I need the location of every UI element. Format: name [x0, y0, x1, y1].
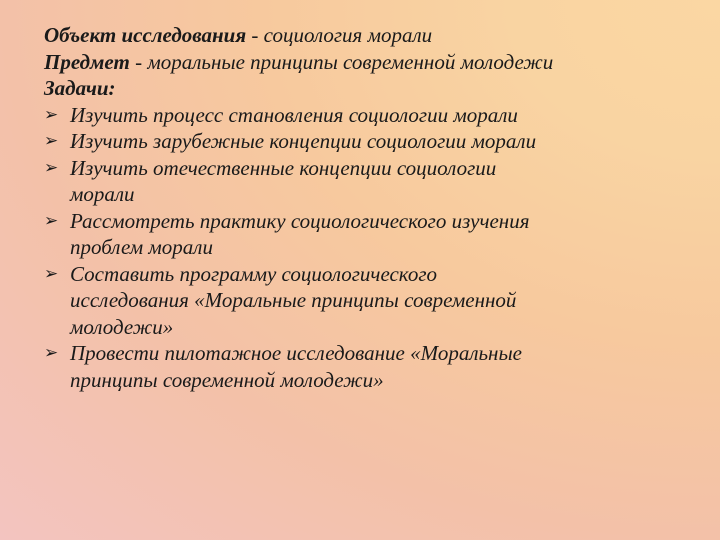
arrow-bullet-icon: ➢	[44, 343, 59, 363]
arrow-bullet-icon: ➢	[44, 104, 59, 125]
task-item	[44, 208, 704, 261]
task-item	[44, 340, 704, 393]
tasks-heading	[44, 75, 704, 102]
task-item	[44, 128, 704, 155]
arrow-bullet-icon: ➢	[44, 131, 59, 151]
task-item	[44, 261, 704, 341]
research-subject-value: моральные принципы современной молодежи	[147, 49, 554, 74]
task-text: Изучить процесс становления социологии морали	[70, 102, 518, 127]
task-text: Изучить отечественные концепции социологии морали	[70, 155, 497, 206]
task-text: Рассмотреть практику социологического изучения проблем морали	[70, 208, 530, 259]
task-text: Провести пилотажное исследование «Моральные принципы современной молодежи»	[70, 341, 522, 392]
task-item	[44, 102, 704, 129]
arrow-bullet-icon: ➢	[44, 263, 59, 284]
research-object-separator: -	[246, 23, 264, 47]
arrow-bullet-icon: ➢	[44, 157, 59, 178]
research-object-label: Объект исследования	[44, 23, 247, 47]
research-subject-separator: -	[129, 49, 148, 74]
slide-content	[44, 22, 704, 393]
task-text: Составить программу социологического исследования «Моральные принципы современной молодежи»	[70, 261, 517, 339]
research-subject-label: Предмет	[44, 49, 130, 74]
task-item	[44, 155, 704, 208]
task-text: Изучить зарубежные концепции социологии морали	[70, 129, 537, 153]
tasks-heading-text: Задачи:	[44, 76, 116, 100]
research-subject-line	[44, 49, 704, 76]
arrow-bullet-icon: ➢	[44, 210, 59, 231]
research-object-value: социология морали	[263, 23, 433, 47]
research-object-line	[44, 22, 704, 49]
